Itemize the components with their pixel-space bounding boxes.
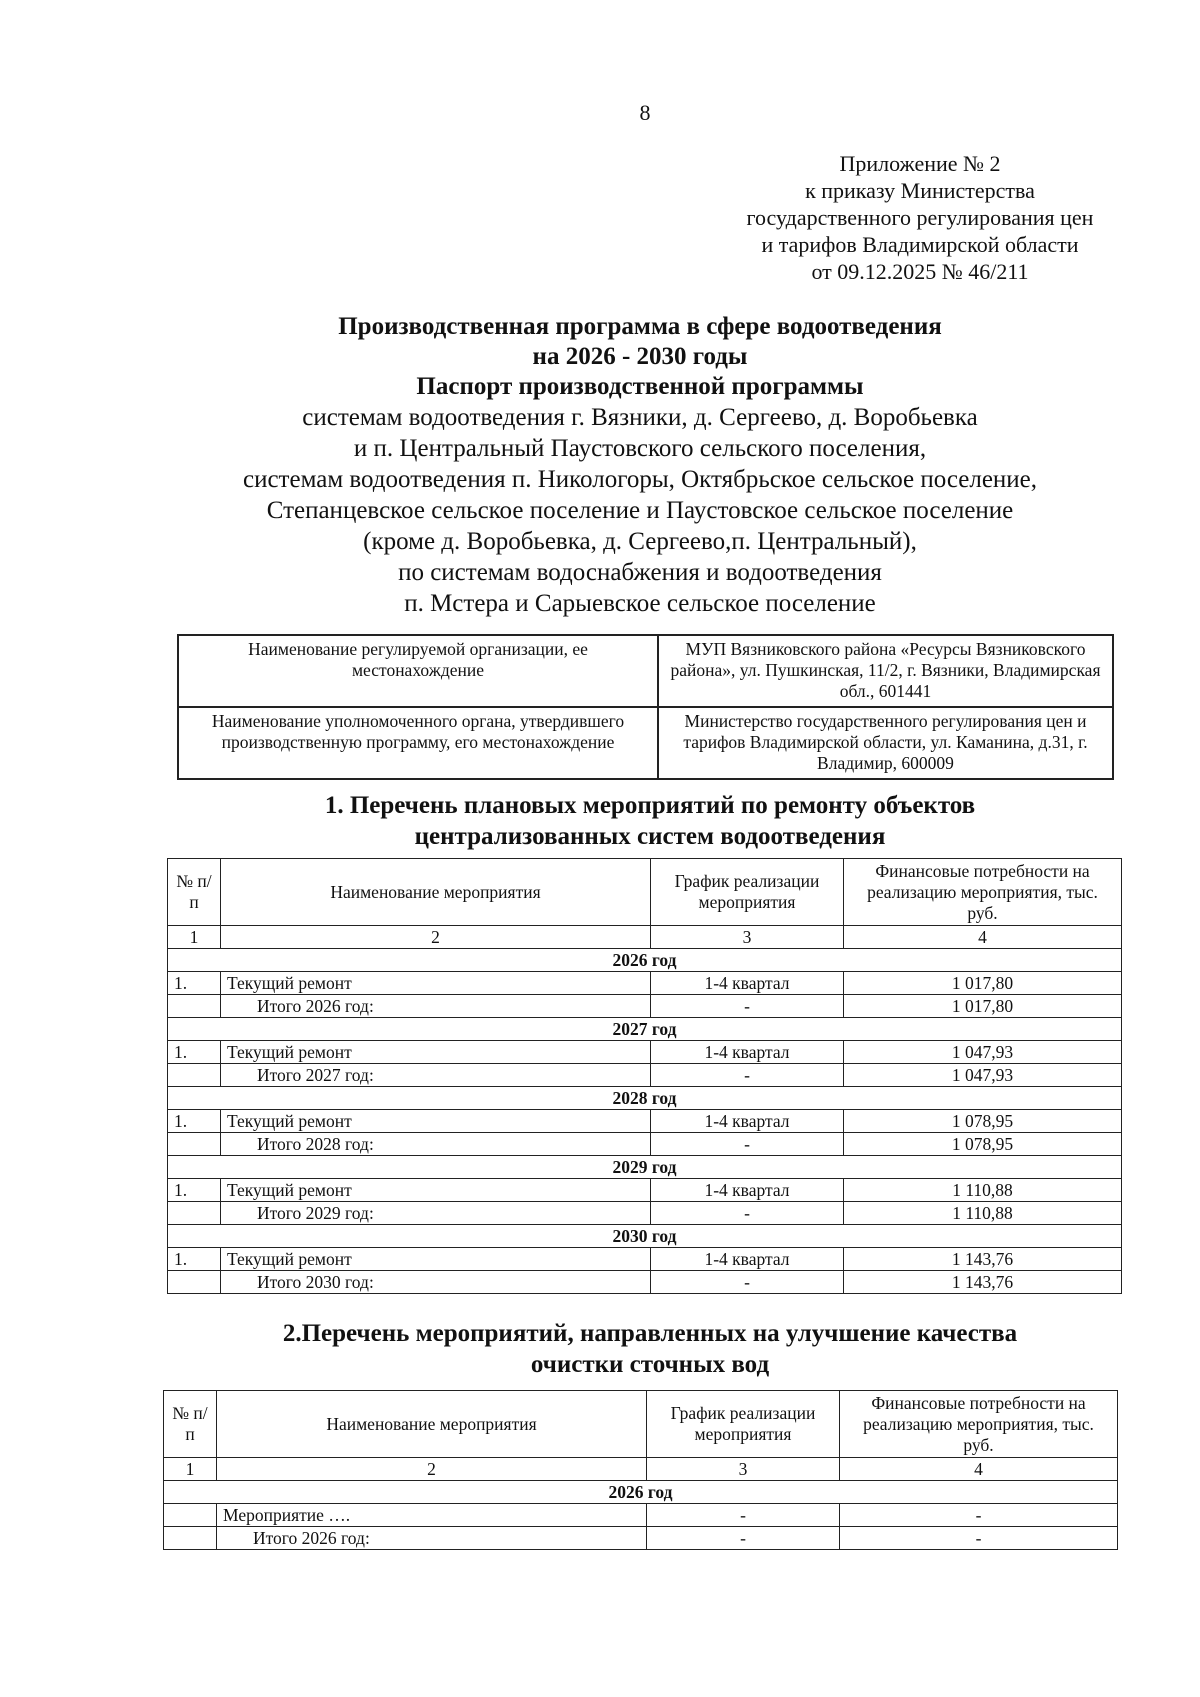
table-row xyxy=(168,1110,1122,1133)
header-cell: График реализации мероприятия xyxy=(651,859,844,926)
column-number-row xyxy=(168,926,1122,949)
activity-amount: - xyxy=(840,1504,1118,1527)
year-label: 2030 год xyxy=(168,1225,1122,1248)
column-number-row xyxy=(164,1458,1118,1481)
activity-schedule: - xyxy=(647,1504,840,1527)
header-cell: Наименование мероприятия xyxy=(217,1391,647,1458)
year-row xyxy=(168,949,1122,972)
table-header-row xyxy=(164,1391,1118,1458)
header-cell: График реализации мероприятия xyxy=(647,1391,840,1458)
activity-name: Текущий ремонт xyxy=(221,1179,651,1202)
section2-table xyxy=(163,1390,1118,1550)
table-header-row xyxy=(168,859,1122,926)
subtitle-line: п. Мстера и Сарыевское сельское поселение xyxy=(404,590,876,617)
column-number: 4 xyxy=(840,1458,1118,1481)
header-cell: № п/п xyxy=(164,1391,217,1458)
row-number: 1. xyxy=(168,1041,221,1064)
total-amount: 1 017,80 xyxy=(844,995,1122,1018)
total-label: Итого 2026 год: xyxy=(217,1527,647,1550)
section2-heading-line: очистки сточных вод xyxy=(530,1351,770,1378)
total-row xyxy=(168,1271,1122,1294)
total-label: Итого 2027 год: xyxy=(221,1064,651,1087)
table-row xyxy=(164,1504,1118,1527)
total-amount: - xyxy=(840,1527,1118,1550)
column-number: 3 xyxy=(651,926,844,949)
total-amount: 1 078,95 xyxy=(844,1133,1122,1156)
passport-label: Наименование уполномоченного органа, утвердившего производственную программу, его местонахождение xyxy=(178,707,658,779)
subtitle-line: по системам водоснабжения и водоотведения xyxy=(398,559,882,586)
passport-value: МУП Вязниковского района «Ресурсы Вязниковского района», ул. Пушкинская, 11/2, г. Вязники, Владимирская обл., 601441 xyxy=(658,635,1113,707)
total-row xyxy=(168,1202,1122,1225)
section1-heading-line: централизованных систем водоотведения xyxy=(414,823,886,850)
subtitle-line: Степанцевское сельское поселение и Паустовское сельское поселение xyxy=(266,497,1014,524)
subtitle-line: системам водоотведения п. Никологоры, Октябрьское сельское поселение, xyxy=(242,466,1038,493)
column-number: 2 xyxy=(221,926,651,949)
activity-name: Текущий ремонт xyxy=(221,1248,651,1271)
empty-cell xyxy=(168,995,221,1018)
total-row xyxy=(168,995,1122,1018)
total-label: Итого 2030 год: xyxy=(221,1271,651,1294)
year-label: 2026 год xyxy=(168,949,1122,972)
subtitle-line: системам водоотведения г. Вязники, д. Сергеево, д. Воробьевка xyxy=(302,404,978,431)
activity-name: Текущий ремонт xyxy=(221,1041,651,1064)
section2-heading-line: 2.Перечень мероприятий, направленных на улучшение качества xyxy=(282,1320,1018,1347)
row-number: 1. xyxy=(168,1179,221,1202)
section1-heading-line: 1. Перечень плановых мероприятий по ремонту объектов xyxy=(324,792,976,819)
appendix-line: к приказу Министерства xyxy=(805,178,1035,203)
empty-cell xyxy=(164,1504,217,1527)
appendix-line: Приложение № 2 xyxy=(839,151,1001,176)
year-row xyxy=(164,1481,1118,1504)
total-amount: 1 047,93 xyxy=(844,1064,1122,1087)
header-cell: Финансовые потребности на реализацию мероприятия, тыс. руб. xyxy=(844,859,1122,926)
activity-name: Мероприятие …. xyxy=(217,1504,647,1527)
table-row xyxy=(168,972,1122,995)
total-amount: 1 110,88 xyxy=(844,1202,1122,1225)
year-row xyxy=(168,1225,1122,1248)
total-amount: 1 143,76 xyxy=(844,1271,1122,1294)
empty-cell xyxy=(168,1271,221,1294)
year-row xyxy=(168,1156,1122,1179)
empty-cell xyxy=(168,1064,221,1087)
total-label: Итого 2029 год: xyxy=(221,1202,651,1225)
passport-value: Министерство государственного регулирования цен и тарифов Владимирской области, ул. Каманина, д.31, г. Владимир, 600009 xyxy=(658,707,1113,779)
empty-cell xyxy=(168,1202,221,1225)
activity-amount: 1 078,95 xyxy=(844,1110,1122,1133)
passport-row xyxy=(178,635,1113,707)
total-schedule: - xyxy=(651,995,844,1018)
activity-schedule: 1-4 квартал xyxy=(651,1179,844,1202)
activity-name: Текущий ремонт xyxy=(221,1110,651,1133)
activity-amount: 1 017,80 xyxy=(844,972,1122,995)
page-number: 8 xyxy=(639,100,651,125)
row-number: 1. xyxy=(168,972,221,995)
table-row xyxy=(168,1248,1122,1271)
column-number: 3 xyxy=(647,1458,840,1481)
header-cell: № п/п xyxy=(168,859,221,926)
passport-label: Наименование регулируемой организации, ее местонахождение xyxy=(178,635,658,707)
row-number: 1. xyxy=(168,1110,221,1133)
table-row xyxy=(168,1041,1122,1064)
section2-heading xyxy=(150,1318,1150,1380)
activity-amount: 1 143,76 xyxy=(844,1248,1122,1271)
passport-table xyxy=(177,634,1114,780)
activity-schedule: 1-4 квартал xyxy=(651,972,844,995)
column-number: 4 xyxy=(844,926,1122,949)
section1-heading xyxy=(150,790,1150,852)
total-schedule: - xyxy=(651,1202,844,1225)
activity-schedule: 1-4 квартал xyxy=(651,1248,844,1271)
column-number: 2 xyxy=(217,1458,647,1481)
table-row xyxy=(168,1179,1122,1202)
activity-schedule: 1-4 квартал xyxy=(651,1110,844,1133)
appendix-line: и тарифов Владимирской области xyxy=(761,232,1079,257)
appendix-line: государственного регулирования цен xyxy=(746,205,1094,230)
activity-name: Текущий ремонт xyxy=(221,972,651,995)
title-block xyxy=(150,312,1130,619)
passport-row xyxy=(178,707,1113,779)
year-label: 2028 год xyxy=(168,1087,1122,1110)
header-cell: Наименование мероприятия xyxy=(221,859,651,926)
year-label: 2029 год xyxy=(168,1156,1122,1179)
column-number: 1 xyxy=(164,1458,217,1481)
document-period: на 2026 - 2030 годы xyxy=(532,343,748,370)
year-row xyxy=(168,1087,1122,1110)
year-row xyxy=(168,1018,1122,1041)
total-schedule: - xyxy=(651,1271,844,1294)
empty-cell xyxy=(168,1133,221,1156)
total-label: Итого 2028 год: xyxy=(221,1133,651,1156)
appendix-block xyxy=(720,150,1120,285)
activity-schedule: 1-4 квартал xyxy=(651,1041,844,1064)
total-schedule: - xyxy=(651,1064,844,1087)
year-label: 2027 год xyxy=(168,1018,1122,1041)
appendix-line: от 09.12.2025 № 46/211 xyxy=(811,259,1029,284)
document-title: Производственная программа в сфере водоотведения xyxy=(338,313,942,340)
passport-title: Паспорт производственной программы xyxy=(416,373,864,400)
total-row xyxy=(168,1133,1122,1156)
section1-table xyxy=(167,858,1122,1294)
subtitle-line: (кроме д. Воробьевка, д. Сергеево,п. Центральный), xyxy=(363,528,917,555)
subtitle-line: и п. Центральный Паустовского сельского поселения, xyxy=(353,435,927,462)
activity-amount: 1 047,93 xyxy=(844,1041,1122,1064)
year-label: 2026 год xyxy=(164,1481,1118,1504)
column-number: 1 xyxy=(168,926,221,949)
header-cell: Финансовые потребности на реализацию мероприятия, тыс. руб. xyxy=(840,1391,1118,1458)
total-label: Итого 2026 год: xyxy=(221,995,651,1018)
total-schedule: - xyxy=(647,1527,840,1550)
total-row xyxy=(164,1527,1118,1550)
total-row xyxy=(168,1064,1122,1087)
activity-amount: 1 110,88 xyxy=(844,1179,1122,1202)
empty-cell xyxy=(164,1527,217,1550)
total-schedule: - xyxy=(651,1133,844,1156)
row-number: 1. xyxy=(168,1248,221,1271)
